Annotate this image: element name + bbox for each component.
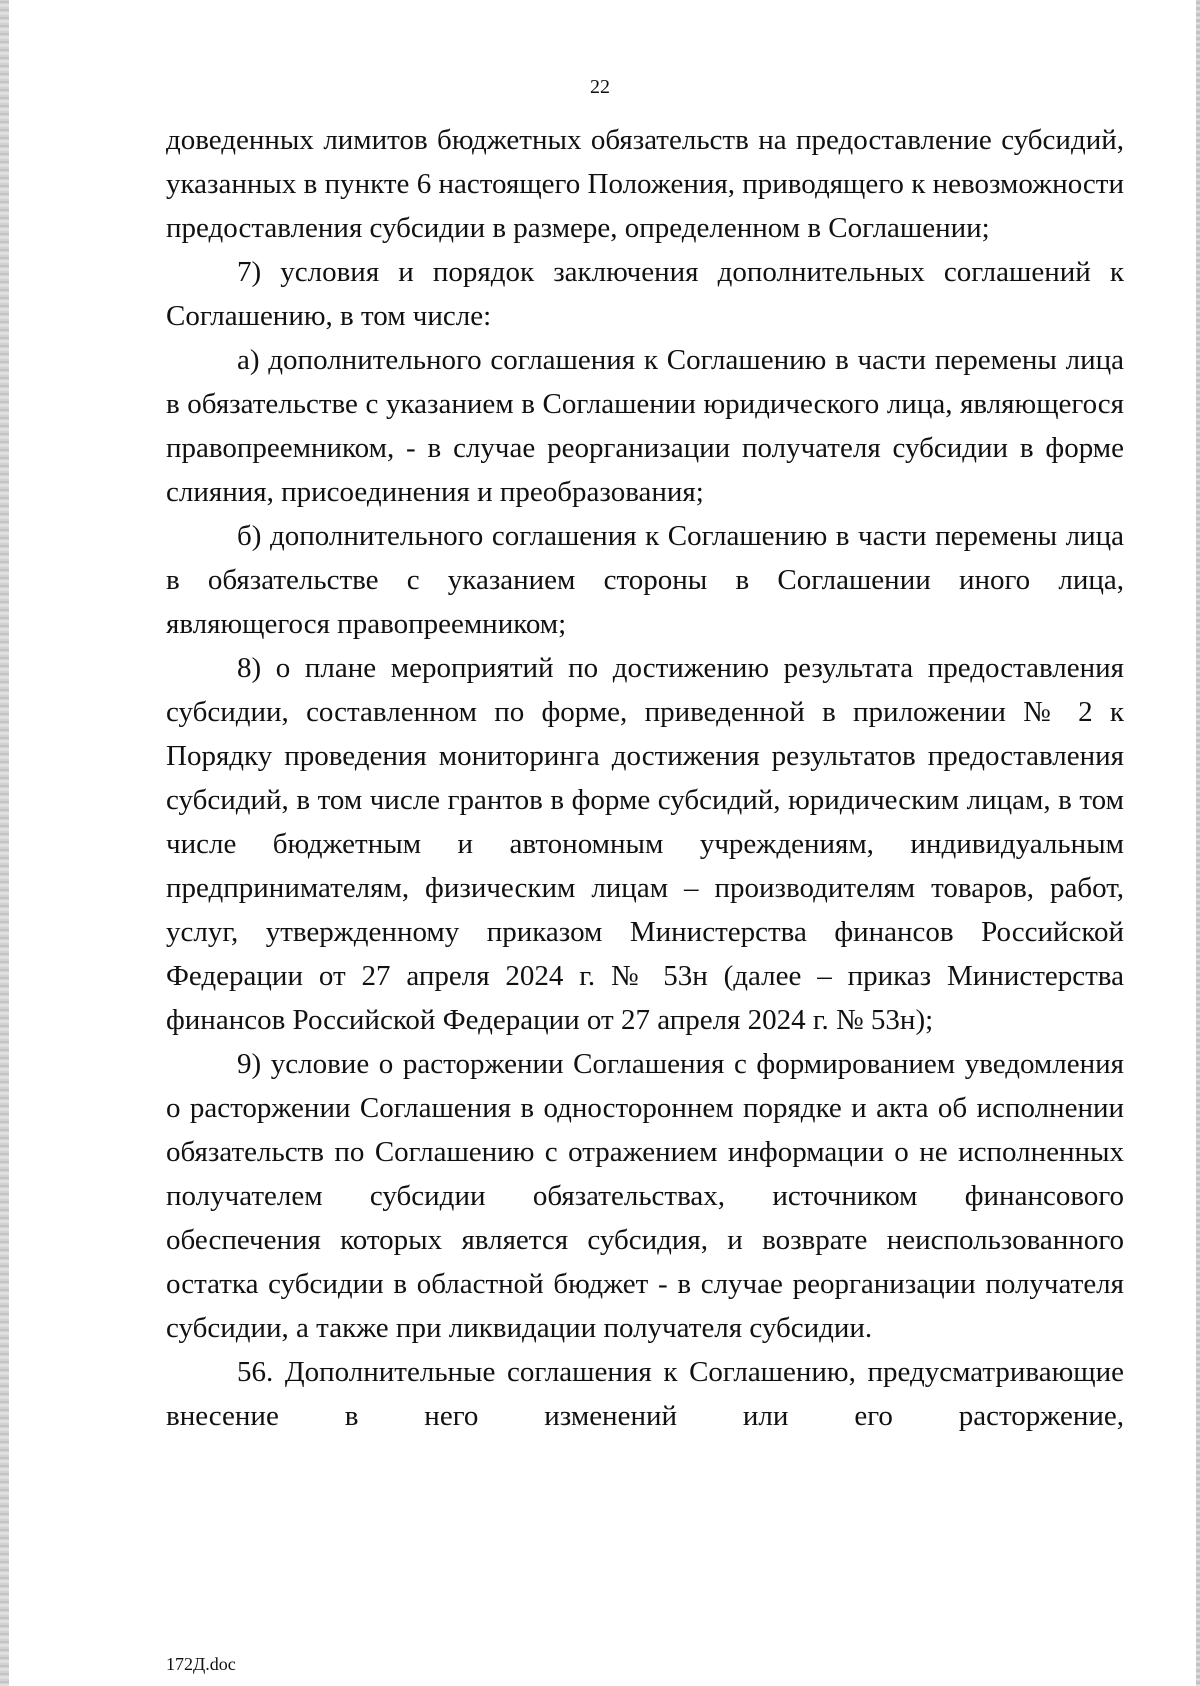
paragraph-item-7: 7) условия и порядок заключения дополнительных соглашений к Соглашению, в том числе: xyxy=(166,256,1124,332)
document-body xyxy=(166,118,1124,1438)
paragraph-clause-56: 56. Дополнительные соглашения к Соглашению, предусматривающие внесение в него изменений или его расторжение, xyxy=(166,1356,1124,1432)
paragraph-item-7a: а) дополнительного соглашения к Соглашению в части перемены лица в обязательстве с указанием в Соглашении юридического лица, являющегося правопреемником, - в случае реорганизации получателя субсидии в форме слияния, присоединения и преобразования; xyxy=(166,344,1124,508)
paragraph-item-7b: б) дополнительного соглашения к Соглашению в части перемены лица в обязательстве с указанием стороны в Соглашении иного лица, являющегося правопреемником; xyxy=(166,520,1124,640)
paragraph-item-9: 9) условие о расторжении Соглашения с формированием уведомления о расторжении Соглашения в одностороннем порядке и акта об исполнении обязательств по Соглашению с отражением информации о не исполненных получателем субсидии обязательствах, источником финансового обеспечения которых является субсидия, и возврате неиспользованного остатка субсидии в областной бюджет - в случае реорганизации получателя субсидии, а также при ликвидации получателя субсидии. xyxy=(166,1048,1124,1344)
file-name-footer: 172Д.doc xyxy=(166,1654,236,1674)
scan-edge-left xyxy=(0,0,9,1686)
page-number: 22 xyxy=(590,76,610,98)
paragraph-continuation: доведенных лимитов бюджетных обязательств на предоставление субсидий, указанных в пункте 6 настоящего Положения, приводящего к невозможности предоставления субсидии в размере, определенном в Соглашении; xyxy=(166,124,1124,244)
paragraph-item-8: 8) о плане мероприятий по достижению результата предоставления субсидии, составленном по форме, приведенной в приложении № 2 к Порядку проведения мониторинга достижения результатов предоставления субсидий, в том числе грантов в форме субсидий, юридическим лицам, в том числе бюджетным и автономным учреждениям, индивидуальным предпринимателям, физическим лицам – производителям товаров, работ, услуг, утвержденному приказом Министерства финансов Российской Федерации от 27 апреля 2024 г. № 53н (далее – приказ Министерства финансов Российской Федерации от 27 апреля 2024 г. № 53н); xyxy=(166,652,1124,1036)
scan-edge-right xyxy=(1196,0,1200,1686)
